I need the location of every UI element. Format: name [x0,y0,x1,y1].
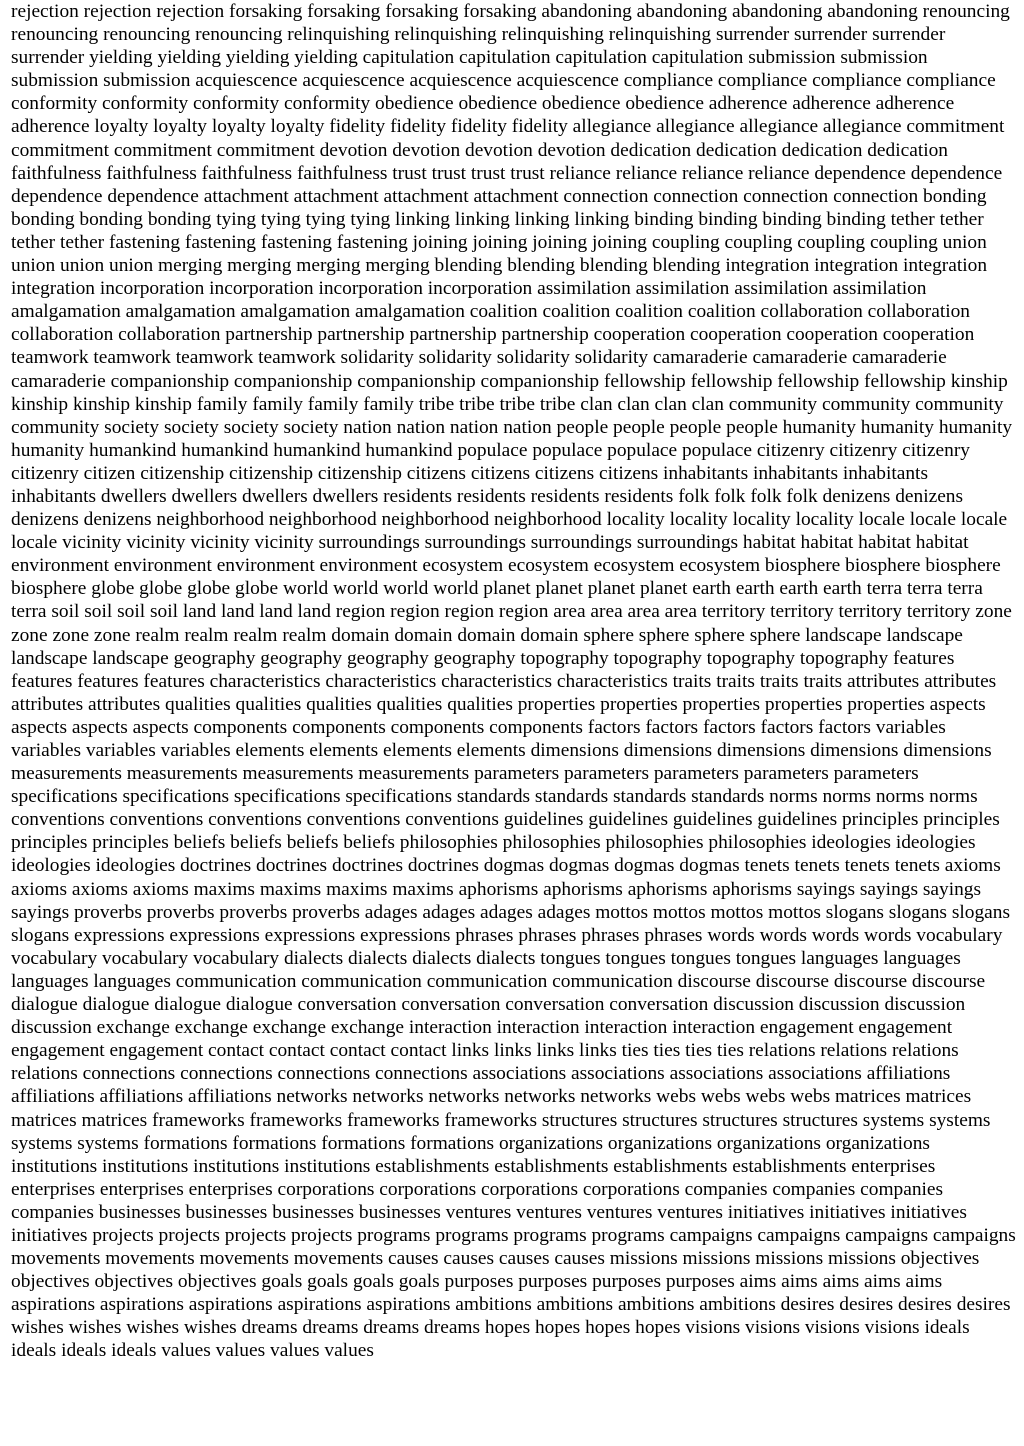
body-text: rejection rejection rejection forsaking forsaking forsaking forsaking abandoning abandoning abandoning abandoning renouncing renouncing renouncing renouncing relinquishing relinquishing relinquishing relinquishing surrender surrender surrender surrender yielding yielding yielding yielding capitulation capitulation capitulation capitulation submission submission submission submission acquiescence acquiescence acquiescence acquiescence compliance compliance compliance compliance conformity conformity conformity conformity obedience obedience obedience obedience adherence adherence adherence adherence loyalty loyalty loyalty loyalty fidelity fidelity fidelity fidelity allegiance allegiance allegiance allegiance commitment commitment commitment commitment devotion devotion devotion devotion dedication dedication dedication dedication faithfulness faithfulness faithfulness faithfulness trust trust trust trust reliance reliance reliance reliance dependence dependence dependence dependence attachment attachment attachment attachment connection connection connection connection bonding bonding bonding bonding tying tying tying tying linking linking linking linking binding binding binding binding tether tether tether tether fastening fastening fastening fastening joining joining joining joining coupling coupling coupling coupling union union union union merging merging merging merging blending blending blending blending integration integration integration integration incorporation incorporation incorporation incorporation assimilation assimilation assimilation assimilation amalgamation amalgamation amalgamation amalgamation coalition coalition coalition coalition collaboration collaboration collaboration collaboration partnership partnership partnership partnership cooperation cooperation cooperation cooperation teamwork teamwork teamwork teamwork solidarity solidarity solidarity solidarity camaraderie camaraderie camaraderie camaraderie companionship companionship companionship companionship fellowship fellowship fellowship fellowship kinship kinship kinship kinship family family family family tribe tribe tribe tribe clan clan clan clan community community community community society society society society nation nation nation nation people people people people humanity humanity humanity humanity humankind humankind humankind humankind populace populace populace populace citizenry citizenry citizenry citizenry citizen citizenship citizenship citizenship citizens citizens citizens citizens inhabitants inhabitants inhabitants inhabitants dwellers dwellers dwellers dwellers residents residents residents residents folk folk folk folk denizens denizens denizens denizens neighborhood neighborhood neighborhood neighborhood locality locality locality locality locale locale locale locale vicinity vicinity vicinity vicinity surroundings surroundings surroundings surroundings habitat habitat habitat habitat environment environment environment environment ecosystem ecosystem ecosystem ecosystem biosphere biosphere biosphere biosphere globe globe globe globe world world world world planet planet planet planet earth earth earth earth terra terra terra terra soil soil soil soil land land land land region region region region area area area area territory territory territory territory zone zone zone zone realm realm realm realm domain domain domain domain sphere sphere sphere sphere landscape landscape landscape landscape geography geography geography geography topography topography topography topography features features features features characteristics characteristics characteristics characteristics traits traits traits traits attributes attributes attributes attributes qualities qualities qualities qualities qualities properties properties properties properties properties aspects aspects aspects aspects components components components components factors factors factors factors factors variables variables variables variables elements elements elements elements dimensions dimensions dimensions dimensions dimensions measurements measurements measurements measurements parameters parameters parameters parameters parameters specifications specifications specifications specifications standards standards standards standards norms norms norms norms conventions conventions conventions conventions conventions guidelines guidelines guidelines guidelines principles principles principles principles beliefs beliefs beliefs beliefs philosophies philosophies philosophies philosophies ideologies ideologies ideologies ideologies doctrines doctrines doctrines doctrines dogmas dogmas dogmas dogmas tenets tenets tenets tenets axioms axioms axioms axioms maxims maxims maxims maxims aphorisms aphorisms aphorisms aphorisms sayings sayings sayings sayings proverbs proverbs proverbs proverbs adages adages adages adages mottos mottos mottos mottos slogans slogans slogans slogans expressions expressions expressions expressions phrases phrases phrases phrases words words words words vocabulary vocabulary vocabulary vocabulary dialects dialects dialects dialects tongues tongues tongues tongues languages languages languages languages communication communication communication communication discourse discourse discourse discourse dialogue dialogue dialogue dialogue conversation conversation conversation conversation discussion discussion discussion discussion exchange exchange exchange exchange interaction interaction interaction interaction engagement engagement engagement engagement contact contact contact contact links links links links ties ties ties ties relations relations relations relations connections connections connections connections associations associations associations associations affiliations affiliations affiliations affiliations networks networks networks networks networks webs webs webs webs matrices matrices matrices matrices frameworks frameworks frameworks frameworks structures structures structures structures systems systems systems systems formations formations formations formations organizations organizations organizations organizations institutions institutions institutions institutions establishments establishments establishments establishments enterprises enterprises enterprises enterprises corporations corporations corporations corporations companies companies companies companies businesses businesses businesses businesses ventures ventures ventures ventures initiatives initiatives initiatives initiatives projects projects projects projects programs programs programs programs campaigns campaigns campaigns campaigns movements movements movements movements causes causes causes causes missions missions missions missions objectives objectives objectives objectives goals goals goals goals purposes purposes purposes purposes aims aims aims aims aims aspirations aspirations aspirations aspirations aspirations ambitions ambitions ambitions ambitions desires desires desires desires wishes wishes wishes wishes dreams dreams dreams dreams hopes hopes hopes hopes visions visions visions visions ideals ideals ideals ideals values values values values [11,1,1016,1362]
